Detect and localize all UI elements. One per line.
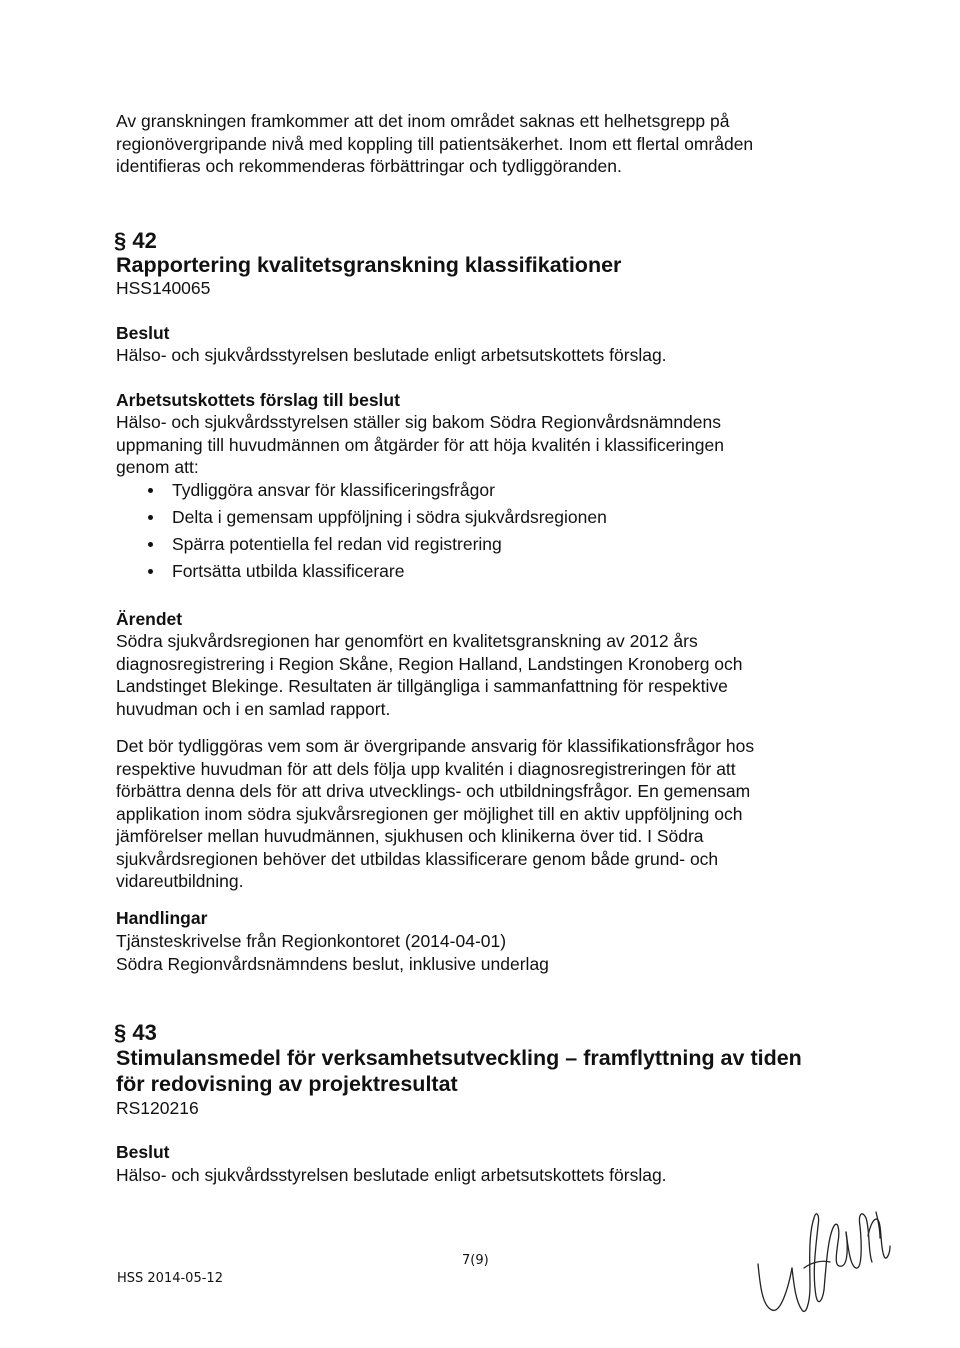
signature-initials [750, 1206, 900, 1328]
intro-line: identifieras och rekommenderas förbättringar och tydliggöranden. [116, 156, 622, 176]
section-43-ref [116, 1097, 836, 1120]
section-43-title-line: för redovisning av projektresultat [116, 1072, 458, 1096]
forslag-line: genom att: [116, 457, 199, 477]
section-42-bullet-list [148, 479, 607, 587]
arendet-line: huvudman och i en samlad rapport. [116, 698, 391, 719]
footer-meeting-date: HSS 2014-05-12 [117, 1271, 223, 1286]
arendet-line: förbättra denna dels för att driva utvecklings- och utbildningsfrågor. En gemensam [116, 781, 751, 801]
section-43-title-line: Stimulansmedel för verksamhetsutveckling – framflyttning av tiden [116, 1046, 802, 1070]
page-number: 7(9) [462, 1253, 489, 1268]
diary-number: HSS140065 [116, 278, 211, 298]
list-item [148, 479, 607, 506]
section-42-ref [116, 277, 836, 300]
bullet-icon [148, 569, 153, 574]
section-42-handlingar-list [116, 930, 836, 975]
beslut-text-line: Hälso- och sjukvårdsstyrelsen beslutade enligt arbetsutskottets förslag. [116, 345, 667, 365]
handling-item: Tjänsteskrivelse från Regionkontoret (2014-04-01) [116, 931, 507, 951]
section-42-number: § 42 [114, 228, 157, 253]
arendet-line: jämförelser mellan huvudmännen, sjukhusen och klinikerna över tid. I Södra [116, 826, 704, 846]
list-item-label: Tydliggöra ansvar för klassificeringsfrågor [172, 480, 495, 500]
bullet-icon [148, 488, 153, 493]
diary-number: RS120216 [116, 1098, 199, 1118]
arendet-line: vidareutbildning. [116, 871, 244, 891]
forslag-line: Hälso- och sjukvårdsstyrelsen ställer sig bakom Södra Regionvårdsnämndens [116, 412, 722, 432]
arendet-line: diagnosregistrering i Region Skåne, Region Halland, Landstingen Kronoberg och [116, 653, 743, 674]
list-item-label: Fortsätta utbilda klassificerare [172, 561, 405, 581]
section-42-beslut-text [116, 344, 836, 367]
arendet-line: Södra sjukvårdsregionen har genomfört en kvalitetsgranskning av 2012 års [116, 631, 698, 651]
list-item-label: Delta i gemensam uppföljning i södra sjukvårdsregionen [172, 507, 607, 527]
section-42-forslag-heading: Arbetsutskottets förslag till beslut [116, 390, 400, 410]
section-42-handlingar-heading: Handlingar [116, 908, 208, 928]
handling-item: Södra Regionvårdsnämndens beslut, inklusive underlag [116, 953, 549, 974]
beslut-text-line: Hälso- och sjukvårdsstyrelsen beslutade enligt arbetsutskottets förslag. [116, 1165, 667, 1185]
intro-line: regionövergripande nivå med koppling till patientsäkerhet. Inom ett flertal områden [116, 133, 754, 154]
arendet-line: Det bör tydliggöras vem som är övergripande ansvarig för klassifikationsfrågor hos [116, 736, 755, 756]
intro-paragraph [116, 110, 836, 178]
section-43-beslut-heading: Beslut [116, 1142, 170, 1162]
section-42-beslut-heading: Beslut [116, 323, 170, 343]
intro-line: Av granskningen framkommer att det inom området saknas ett helhetsgrepp på [116, 111, 730, 131]
section-42-arendet-paragraph-2 [116, 735, 836, 893]
forslag-line: uppmaning till huvudmännen om åtgärder för att höja kvalitén i klassificeringen [116, 434, 724, 455]
list-item [148, 560, 607, 587]
section-43-beslut-text [116, 1164, 836, 1187]
section-43-title [116, 1045, 876, 1097]
list-item [148, 506, 607, 533]
bullet-icon [148, 515, 153, 520]
arendet-line: sjukvårdsregionen behöver det utbildas klassificerare genom både grund- och [116, 848, 719, 869]
arendet-line: respektive huvudman för att dels följa upp kvalitén i diagnosregistreringen för att [116, 758, 736, 779]
section-43-number: § 43 [114, 1020, 157, 1045]
arendet-line: Landstinget Blekinge. Resultaten är tillgängliga i sammanfattning för respektive [116, 676, 728, 696]
bullet-icon [148, 542, 153, 547]
section-42-title: Rapportering kvalitetsgranskning klassifikationer [116, 253, 622, 277]
section-42-arendet-paragraph-1 [116, 630, 836, 720]
list-item [148, 533, 607, 560]
arendet-line: applikation inom södra sjukvårsregionen ger möjlighet till en aktiv uppföljning och [116, 803, 743, 824]
section-42-forslag-paragraph [116, 411, 836, 479]
list-item-label: Spärra potentiella fel redan vid registrering [172, 534, 502, 554]
section-42-arendet-heading: Ärendet [116, 609, 183, 629]
